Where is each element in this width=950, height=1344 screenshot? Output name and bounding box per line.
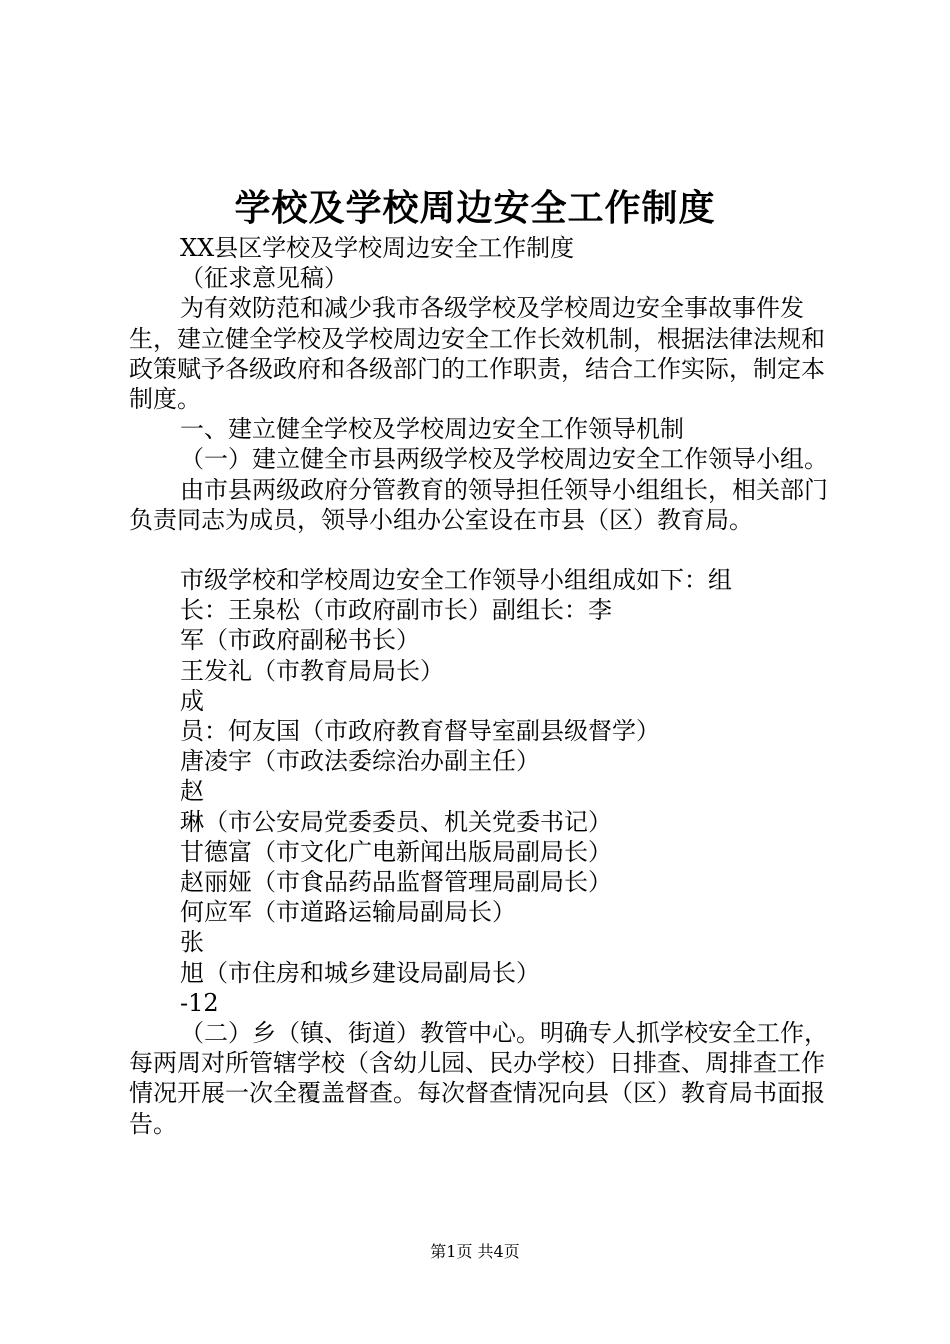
member-line: 张 xyxy=(180,928,204,957)
intro-paragraph: 为有效防范和减少我市各级学校及学校周边安全事故事件发生，建立健全学校及学校周边安全工作长效机制，根据法律法规和政策赋予各级政府和各级部门的工作职责，结合工作实际，制定本制度。 xyxy=(129,294,825,414)
member-list xyxy=(129,565,839,1018)
member-line: 军（市政府副秘书长） xyxy=(180,626,420,655)
document-title: 学校及学校周边安全工作制度 xyxy=(234,187,716,229)
member-line: 赵丽娅（市食品药品监督管理局副局长） xyxy=(180,868,612,897)
document-body xyxy=(129,233,839,1139)
leadership-paragraph: 由市县两级政府分管教育的领导担任领导小组组长，相关部门负责同志为成员，领导小组办公室设在市县（区）教育局。 xyxy=(129,475,828,534)
page-footer: 第1页 共4页 xyxy=(430,1242,520,1261)
member-line: 何应军（市道路运输局副局长） xyxy=(180,898,516,927)
subtitle-heading: XX县区学校及学校周边安全工作制度 xyxy=(180,234,575,262)
member-line: 赵 xyxy=(180,777,204,806)
member-line: 甘德富（市文化广电新闻出版局副局长） xyxy=(180,837,612,866)
section-heading-1: 一、建立健全学校及学校周边安全工作领导机制 xyxy=(180,415,684,444)
member-line: 琳（市公安局党委委员、机关党委书记） xyxy=(180,807,612,836)
member-line: 王发礼（市教育局局长） xyxy=(180,656,444,685)
subsection-heading-1: （一）建立健全市县两级学校及学校周边安全工作领导小组。 xyxy=(180,445,828,474)
closing-paragraph: （二）乡（镇、街道）教管中心。明确专人抓学校安全工作，每两周对所管辖学校（含幼儿园、民办学校）日排查、周排查工作情况开展一次全覆盖督查。每次督查情况向县（区）教育局书面报告。 xyxy=(129,1019,828,1138)
member-line: 市级学校和学校周边安全工作领导小组组成如下：组 xyxy=(180,566,732,595)
member-line: 成 xyxy=(180,686,204,715)
paragraph-gap xyxy=(129,535,839,565)
draft-note: （征求意见稿） xyxy=(180,264,348,293)
member-line: 旭（市住房和城乡建设局副局长） xyxy=(180,958,540,987)
member-line: 员：何友国（市政府教育督导室副县级督学） xyxy=(180,717,660,746)
member-line: 长：王泉松（市政府副市长）副组长：李 xyxy=(180,596,612,625)
member-line: -12 xyxy=(180,988,219,1017)
member-line: 唐凌宇（市政法委综治办副主任） xyxy=(180,747,540,776)
